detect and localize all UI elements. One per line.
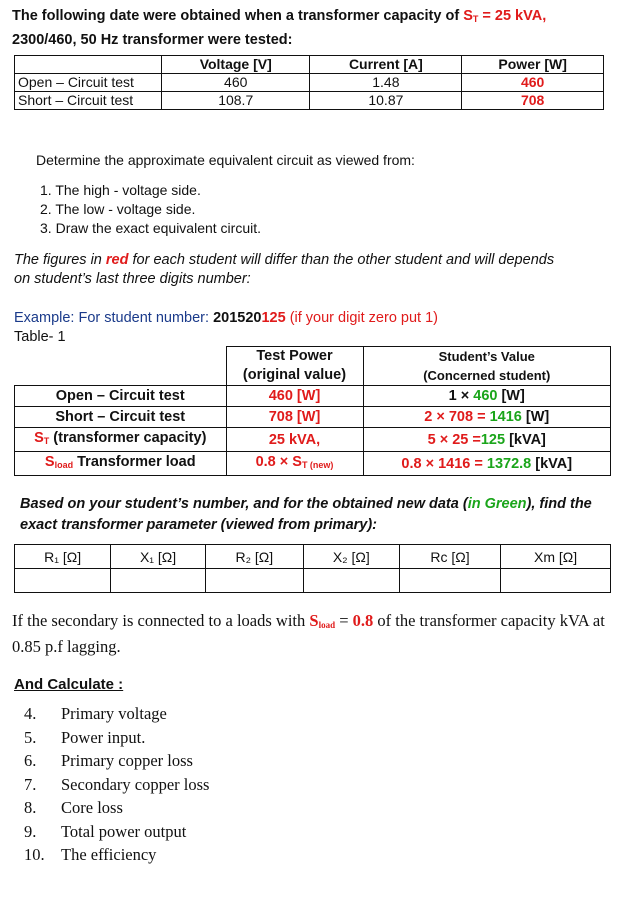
empty-cell bbox=[15, 347, 227, 386]
header-test-power: Test Power (original value) bbox=[226, 347, 363, 386]
header-cell: Power [W] bbox=[462, 56, 604, 74]
header-cell: Xm [Ω] bbox=[501, 545, 611, 569]
answer-cell[interactable] bbox=[399, 569, 500, 593]
table-row bbox=[15, 569, 611, 593]
student-value-table bbox=[14, 346, 611, 476]
student-cell: 2 × 708 = 1416 [W] bbox=[363, 407, 611, 428]
list-item: 1. The high - voltage side. bbox=[40, 182, 201, 198]
header-cell: X₂ [Ω] bbox=[303, 545, 399, 569]
header-cell bbox=[15, 56, 162, 74]
row-label: Open – Circuit test bbox=[15, 386, 227, 407]
question-text: Determine the approximate equivalent circuit as viewed from: bbox=[36, 152, 415, 168]
answer-cell[interactable] bbox=[111, 569, 206, 593]
row-label: Short – Circuit test bbox=[15, 407, 227, 428]
list-item: 4. Primary voltage bbox=[24, 704, 167, 723]
voltage-cell: 108.7 bbox=[162, 92, 310, 110]
header-cell: R₂ [Ω] bbox=[205, 545, 303, 569]
student-cell: 5 × 25 =125 [kVA] bbox=[363, 428, 611, 452]
current-cell: 1.48 bbox=[310, 74, 462, 92]
table-label: Table- 1 bbox=[14, 329, 66, 345]
parameter-table bbox=[14, 544, 611, 593]
table-row bbox=[15, 407, 611, 428]
answer-cell[interactable] bbox=[205, 569, 303, 593]
table-row bbox=[15, 386, 611, 407]
student-cell: 1 × 460 [W] bbox=[363, 386, 611, 407]
test-cell: 708 [W] bbox=[226, 407, 363, 428]
current-cell: 10.87 bbox=[310, 92, 462, 110]
row-label: Short – Circuit test bbox=[15, 92, 162, 110]
header-cell: Voltage [V] bbox=[162, 56, 310, 74]
list-item: 9. Total power output bbox=[24, 821, 187, 841]
header-student-value: Student’s Value (Concerned student) bbox=[363, 347, 611, 386]
header-cell: X₁ [Ω] bbox=[111, 545, 206, 569]
example-line: Example: For student number: 201520125 (if your digit zero put 1) bbox=[14, 310, 438, 326]
table-row bbox=[15, 74, 604, 92]
secondary-load-text: If the secondary is connected to a loads with $S_{load} = 0.8$ of the transformer capacity kVA at 0.85 p.f lagging. bbox=[12, 611, 605, 656]
test-data-table bbox=[14, 55, 604, 110]
voltage-cell: 460 bbox=[162, 74, 310, 92]
table-header-row bbox=[15, 545, 611, 569]
list-item: 8. Core loss bbox=[24, 798, 123, 817]
calculate-list bbox=[24, 702, 209, 867]
note-text: The figures in red for each student will differ than the other student and will depends on student’s last three digits number: bbox=[14, 252, 555, 287]
header-cell: Current [A] bbox=[310, 56, 462, 74]
row-label: $S_T$ (transformer capacity) bbox=[15, 428, 227, 452]
intro-line-1: The following date were obtained when a transformer capacity of $S_T = 25$ kVA, bbox=[12, 8, 547, 24]
test-cell: 460 [W] bbox=[226, 386, 363, 407]
table-row bbox=[15, 428, 611, 452]
answer-cell[interactable] bbox=[303, 569, 399, 593]
table-header-row bbox=[15, 347, 611, 386]
student-cell: 0.8 × 1416 = 1372.8 [kVA] bbox=[363, 452, 611, 476]
intro-line-2: 2300/460, 50 Hz transformer were tested: bbox=[12, 32, 293, 48]
list-item: 5. Power input. bbox=[24, 727, 146, 747]
problem-intro bbox=[12, 6, 612, 51]
list-item: 7. Secondary copper loss bbox=[24, 774, 210, 794]
table-row bbox=[15, 452, 611, 476]
answer-cell[interactable] bbox=[501, 569, 611, 593]
table-header-row bbox=[15, 56, 604, 74]
row-label: $S_{load}$ Transformer load bbox=[15, 452, 227, 476]
parameter-instruction: Based on your student’s number, and for the obtained new data (in Green), find the exact transformer parameter (viewed from primary): bbox=[20, 496, 592, 533]
list-item: 2. The low - voltage side. bbox=[40, 201, 196, 217]
test-cell: 25 kVA, bbox=[226, 428, 363, 452]
header-cell: R₁ [Ω] bbox=[15, 545, 111, 569]
table-row bbox=[15, 92, 604, 110]
row-label: Open – Circuit test bbox=[15, 74, 162, 92]
list-item: 10. The efficiency bbox=[24, 845, 157, 864]
test-cell: $0.8 \times S_{T (new)}$ bbox=[226, 452, 363, 476]
answer-cell[interactable] bbox=[15, 569, 111, 593]
list-item: 3. Draw the exact equivalent circuit. bbox=[40, 220, 262, 236]
list-item: 6. Primary copper loss bbox=[24, 751, 193, 770]
calculate-heading: And Calculate : bbox=[14, 676, 124, 693]
power-cell: 460 bbox=[462, 74, 604, 92]
task-list bbox=[36, 181, 261, 238]
header-cell: Rc [Ω] bbox=[399, 545, 500, 569]
power-cell: 708 bbox=[462, 92, 604, 110]
